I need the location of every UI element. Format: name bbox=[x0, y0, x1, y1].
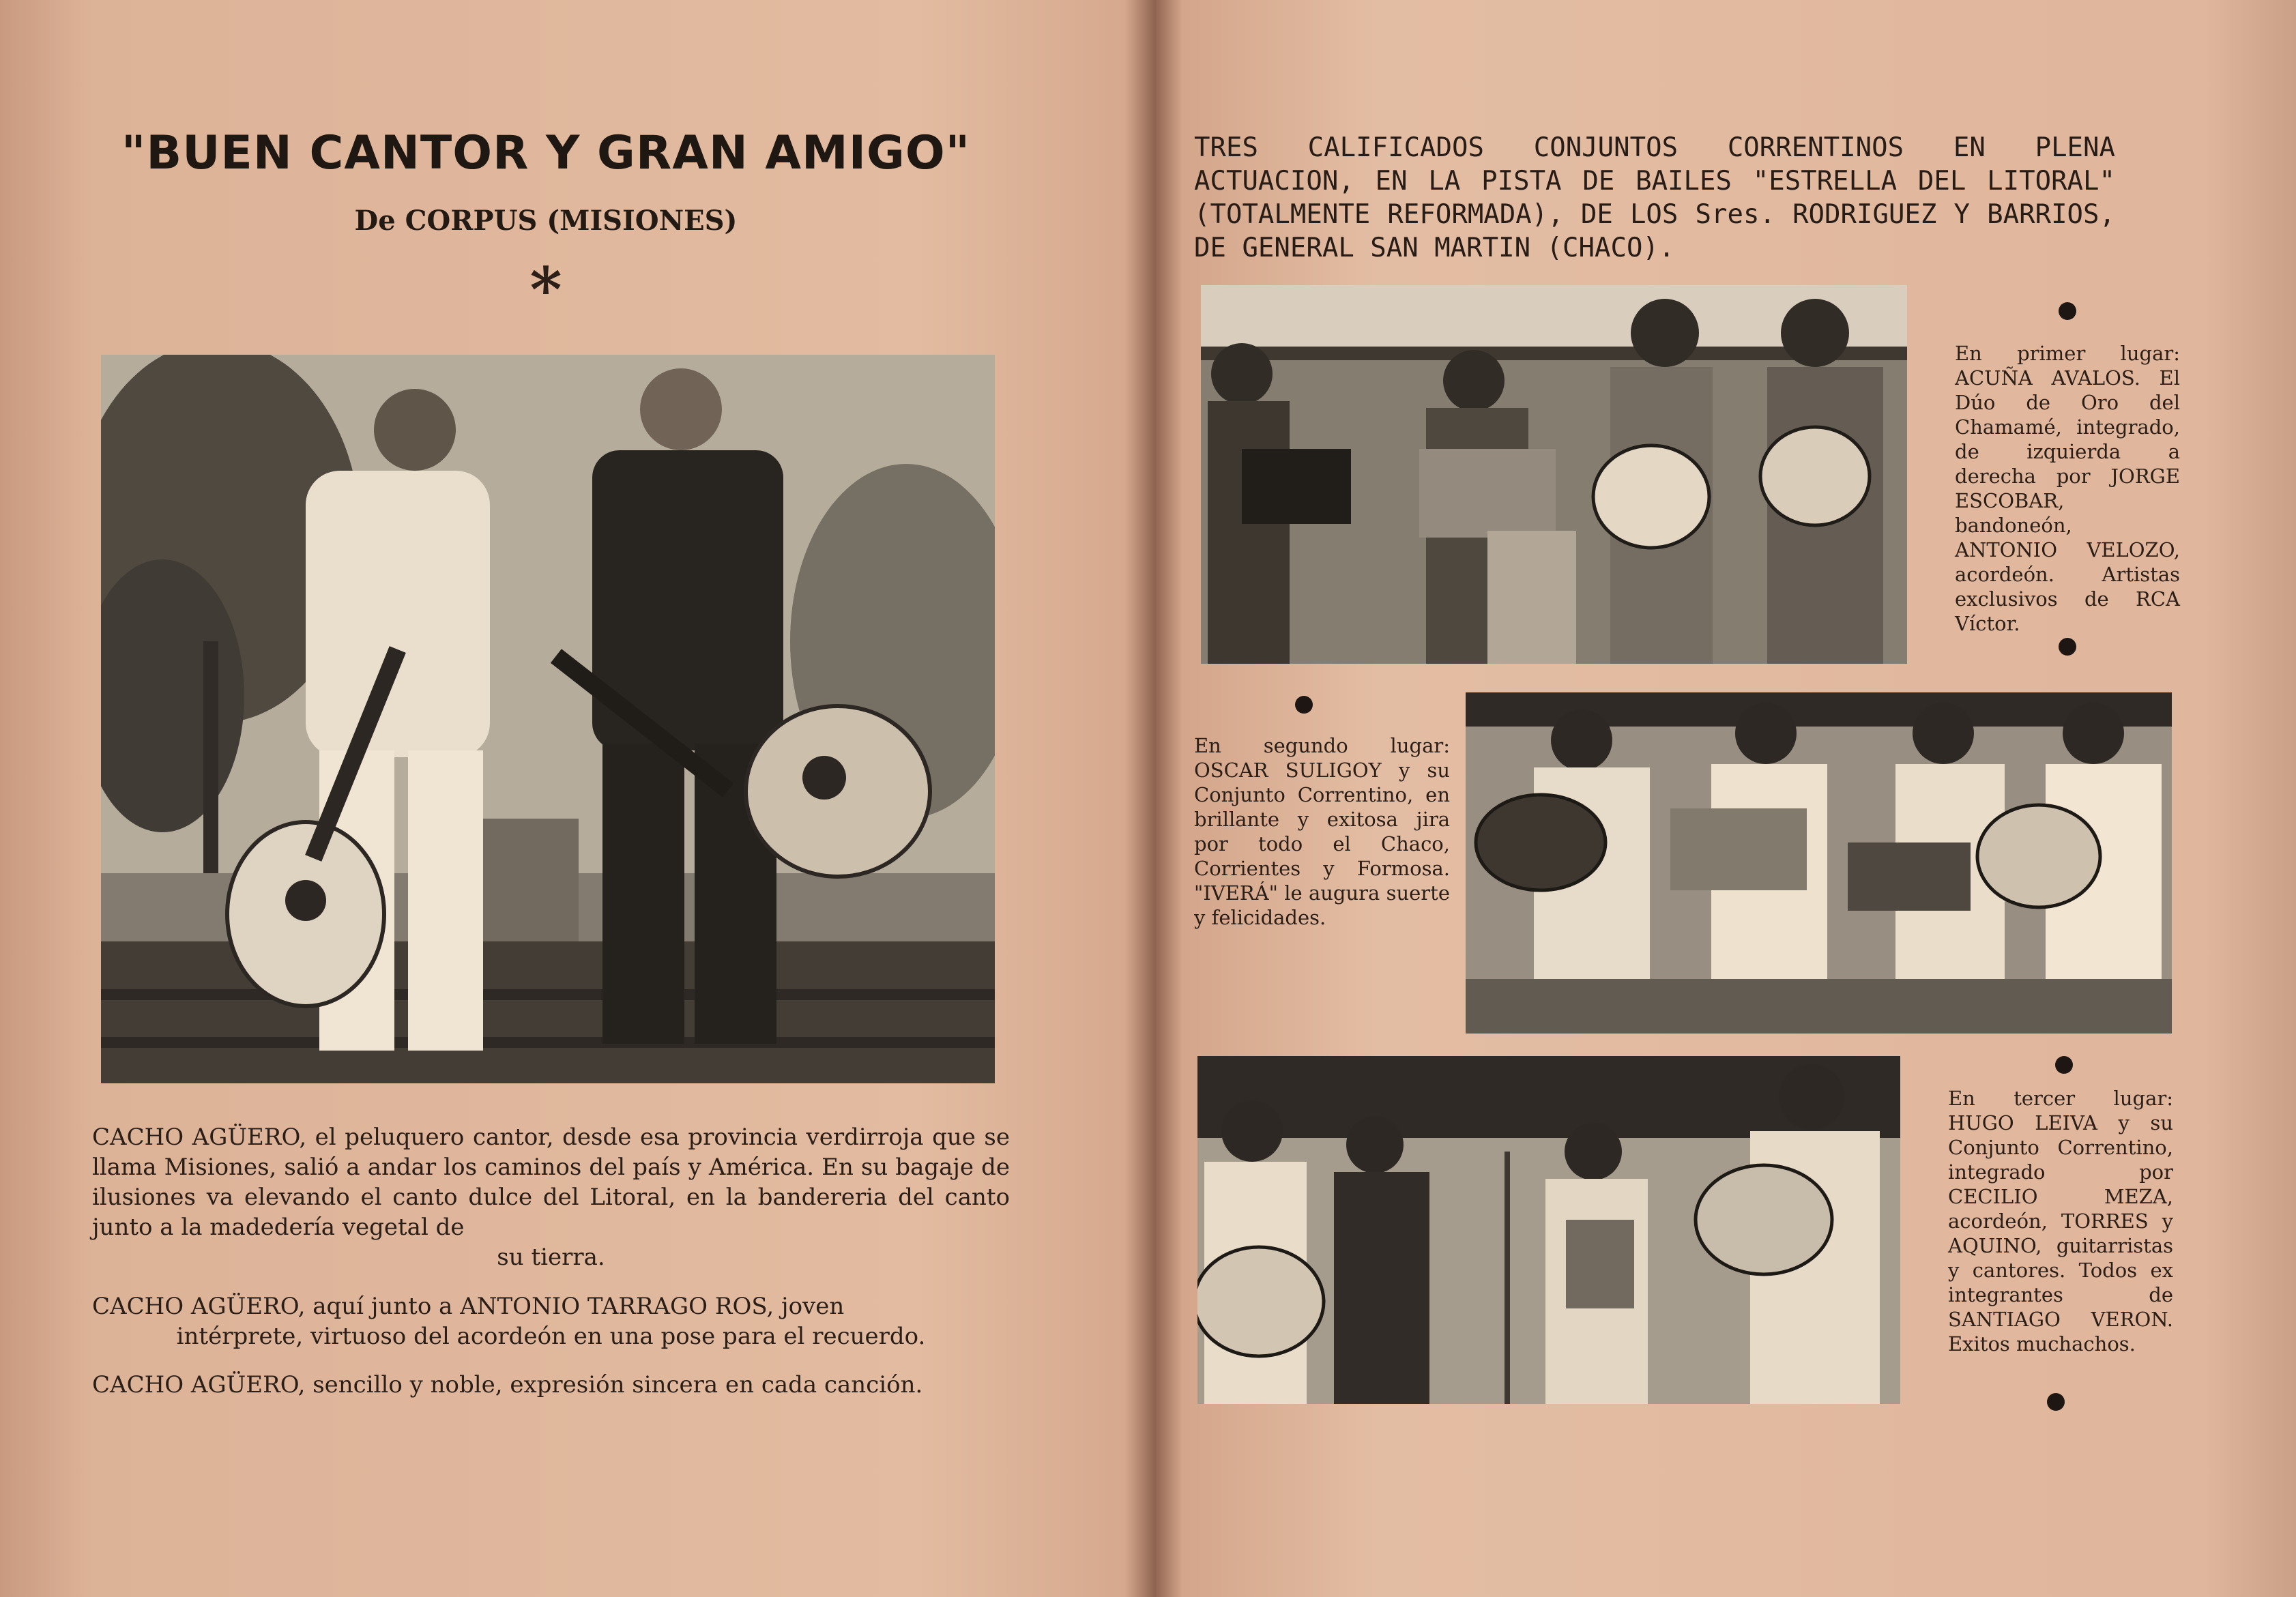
paragraph-intro bbox=[92, 1122, 1010, 1272]
bullet-dot bbox=[2047, 1393, 2065, 1411]
caption-third-place: En tercer lugar: HUGO LEIVA y su Conjunto Correntino, integrado por CECILIO MEZA, acordeón, TORRES y AQUINO, guitarristas y cantores. Todos ex integrantes de SANTIAGO VERON. Exitos muchachos. bbox=[1948, 1087, 2173, 1356]
caption-first-place: En primer lugar: ACUÑA AVALOS. El Dúo de Oro del Chamamé, integrado, de izquierda a derecha por JORGE ESCOBAR, bandoneón, ANTONIO VELOZO, acordeón. Artistas exclusivos de RCA Víctor. bbox=[1955, 342, 2180, 635]
photo-third-place-group bbox=[1197, 1056, 1900, 1404]
caption-second-place: En segundo lugar: OSCAR SULIGOY y su Conjunto Correntino, en brillante y exitosa jira por todo el Chaco, Corrientes y Formosa. "IVERÁ" le augura suerte y felicidades. bbox=[1194, 734, 1450, 929]
bullet-dot bbox=[1295, 696, 1313, 714]
article-headline: "BUEN CANTOR Y GRAN AMIGO" bbox=[121, 126, 971, 180]
asterisk-ornament: * bbox=[529, 254, 562, 326]
bullet-dot bbox=[2059, 638, 2076, 656]
photo-first-place-group bbox=[1201, 285, 1907, 664]
bullet-dot bbox=[2055, 1056, 2073, 1074]
bullet-dot bbox=[2059, 302, 2076, 320]
paragraph-intro-last-line: su tierra. bbox=[497, 1244, 605, 1271]
photo-second-place-group bbox=[1466, 692, 2172, 1034]
article-subhead: De CORPUS (MISIONES) bbox=[354, 205, 738, 237]
right-page-header: TRES CALIFICADOS CONJUNTOS CORRENTINOS EN PLENA ACTUACION, EN LA PISTA DE BAILES "ESTRELLA DEL LITORAL" (TOTALMENTE REFORMADA), DE LOS Sres. RODRIGUEZ Y BARRIOS, DE GENERAL SAN MARTIN (CHACO). bbox=[1194, 132, 2115, 263]
paragraph-closing: CACHO AGÜERO, sencillo y noble, expresión sincera en cada canción. bbox=[92, 1371, 923, 1398]
paragraph-intro-text: CACHO AGÜERO, el peluquero cantor, desde esa provincia verdirroja que se llama Misiones, salió a andar los caminos del país y América. En su bagaje de ilusiones va elevando el canto dulce del Litoral, en la bandereria del canto junto a la madedería vegetal de bbox=[92, 1124, 1010, 1241]
photo-two-guitarists bbox=[101, 355, 995, 1083]
paragraph-tarrago-text: CACHO AGÜERO, aquí junto a ANTONIO TARRAGO ROS, joven bbox=[92, 1293, 845, 1320]
paragraph-tarrago-last-line: intérprete, virtuoso del acordeón en una pose para el recuerdo. bbox=[176, 1323, 926, 1350]
right-page bbox=[1160, 0, 2296, 1597]
paragraph-tarrago bbox=[92, 1291, 1010, 1351]
